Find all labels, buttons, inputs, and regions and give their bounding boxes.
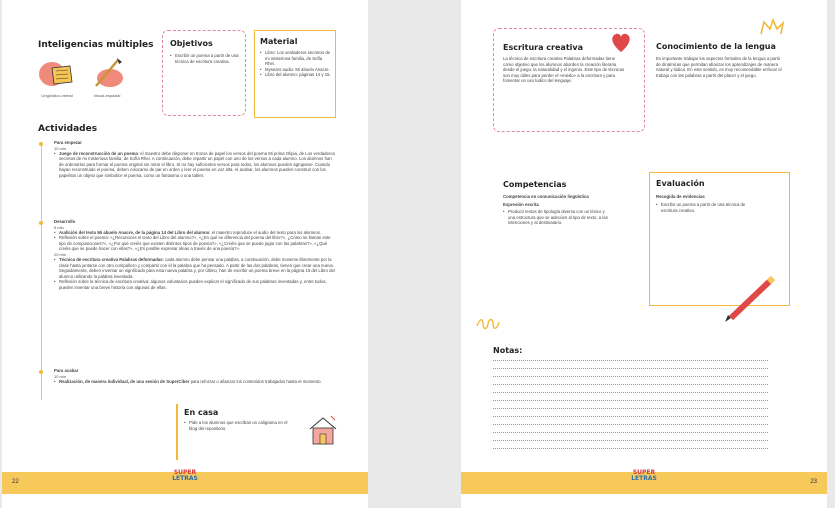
competencias-title: Competencias (503, 180, 567, 189)
competencias-subtitle: Competencia en comunicación lingüística (503, 194, 589, 199)
paintbrush-illustration (90, 56, 126, 90)
bullet-bold: Audición del texto Mi abuelo Anacre, de la página 14 del Libro del alumno (59, 229, 210, 235)
notas-title: Notas: (493, 346, 523, 355)
actividades-title: Actividades (38, 124, 98, 134)
en-casa-title: En casa (184, 408, 219, 417)
bullet-bold: Realización, de manera individual, de una sesión de SuperCiber (59, 378, 190, 384)
book-illustration (38, 58, 78, 90)
bullet-text: : el maestro debe disponer en trozos de papel los versos del poema Mi prima Olipia, de Los verdaderos secretos de mi misteriosa familia, de Sofía Rhei. A continuación, debe repartir un papel con uno de los versos a cada alumno. Los alumnos han de ordenarlos para formar el poema original sin mirar el libro. Si no hay suficientes versos para todos, los alumnos pueden agruparse. Cuando hayan reconstruido el poema, deben colocarse de par en orden y leer el poema en voz alta. Al acabar, los alumnos pueden construir con los papelitos un objeto que simbolice el poema, como un fantasma o una tablet. (59, 150, 335, 178)
para-empezar-time: 10 min (54, 145, 67, 151)
material-item: • Libro del alumno: páginas 14 y 15. (260, 72, 332, 78)
competencias-item: • Producir textos de tipología diversa con un léxico y una estructura que se adecúen al tipo de texto, a las intenciones y al destinatario. (503, 209, 608, 226)
objetivos-box (162, 30, 246, 116)
right-page (461, 0, 827, 508)
evaluacion-item: • Escribir un poema a partir de una técnica de escritura creativa. (656, 202, 756, 213)
desarrollo-bullet-4: • Reflexión sobre la técnica de escritura creativa: algunos voluntarios pueden explicar el significado de sus palabras inventadas y, entre todos, pueden inventar una breve historia con algunas de ellas. (54, 279, 336, 290)
para-acabar-section (54, 368, 336, 384)
para-acabar-heading: Para acabar (54, 368, 79, 373)
desarrollo-bullet-3 (54, 257, 336, 279)
para-empezar-bullet (54, 151, 336, 179)
crown-icon (759, 18, 785, 36)
escritura-title: Escritura creativa (503, 43, 583, 52)
desarrollo-bullet-2: • Reflexión sobre el poema: «¿Reconoces el texto del Libro del alumno?», «¿En qué se diferencia del poema del libro?», ¿Cómo se llaman este tipo de composiciones?», «¿Por qué creéis que existen distintos tipos de poesía?», «¿Creéis que se puede jugar con las palabras?», «¿Qué creéis que se puede hacer con ellas?», «¿Es posible expresar ideas a través de una poesía?». (54, 235, 336, 252)
notas-lines (493, 360, 768, 450)
competencias-list (503, 209, 608, 226)
evaluacion-subtitle: Recogida de evidencias (656, 194, 705, 199)
desarrollo-time-2: 20 min (54, 251, 67, 257)
escritura-text: La técnica de escritura creativa Palabras deformadas tiene como objetivo que los alumnos aborden la creación literaria desde el juego, la naturalidad y el ingenio. Este tipo de técnicas son muy útiles para perder el «miedo» a la escritura y para fomentar un uso lúdico del lenguaje. (503, 56, 625, 84)
timeline-line (41, 142, 42, 400)
material-item: • Mysears audio: Mi abuelo Anacre. (260, 67, 332, 73)
material-list (260, 50, 332, 78)
inteligencia-label-2: Visual-espacial (93, 93, 121, 98)
material-title: Material (260, 37, 298, 46)
inteligencias-title: Inteligencias múltiples (38, 40, 154, 50)
objetivos-list (170, 53, 242, 64)
timeline-dot-2 (39, 221, 43, 225)
superletras-logo: SUPER LETRAS (631, 469, 657, 482)
inteligencia-label-1: Lingüístico-verbal (41, 93, 73, 98)
left-page (2, 0, 368, 508)
squiggle-decoration (475, 316, 505, 330)
evaluacion-list (656, 202, 756, 213)
para-empezar-heading: Para empezar (54, 140, 82, 145)
heart-icon (609, 30, 633, 54)
objetivos-item: • Escribir un poema a partir de una técnica de escritura creativa. (170, 53, 242, 64)
conocimiento-text: Es importante trabajar los aspectos formales de la lengua a partir de dinámicas que permitan afianzar los aprendizajes de manera natural y lúdica. En este sentido, es muy recomendable enfocar el trabajo con las palabras a partir del placer y el juego. (656, 56, 782, 78)
conocimiento-title: Conocimiento de la lengua (656, 42, 776, 51)
material-box (254, 30, 336, 118)
en-casa-divider (176, 404, 178, 460)
timeline-dot-3 (39, 370, 43, 374)
right-footer (461, 469, 827, 494)
evaluacion-title: Evaluación (656, 179, 705, 188)
bullet-text: : el maestro reproduce el audio del texto para los alumnos. (209, 229, 322, 235)
timeline-dot-1 (39, 142, 43, 146)
left-footer (2, 469, 368, 494)
para-acabar-bullet (54, 379, 336, 385)
en-casa-item: • Pide a los alumnos que escriban un caligrama en el blog del repositorio. (184, 420, 294, 431)
page-number-left: 22 (12, 479, 19, 485)
desarrollo-section (54, 219, 336, 291)
para-acabar-time: 10 min (54, 373, 67, 379)
material-item: • Libro: Los verdaderos secretos de mi misteriosa familia, de Sofía Rhei. (260, 50, 332, 67)
desarrollo-heading: Desarrollo (54, 219, 76, 224)
bullet-bold: Juego de reconstrucción de un poema (59, 150, 138, 156)
bullet-text: : cada alumno debe pensar una palabra, a continuación, debe moverse libremente por la clase hasta juntarse con otro compañero y compartir con él la palabra que ha pensado. A partir de las dos palabras, tienen que crear una nueva. Seguidamente, deben inventar un significado para esta nueva palabra y, por último, han de escribir un poema breve en la página 15 del Libro del alumno utilizando la palabra inventada. (59, 256, 335, 279)
para-empezar-section (54, 140, 336, 179)
superletras-logo: SUPER LETRAS (172, 469, 198, 482)
bullet-text: para reforzar o afianzar los contenidos trabajados hasta el momento. (189, 378, 322, 384)
page-number-right: 23 (810, 479, 817, 485)
bullet-bold: Técnica de escritura creativa Palabras deformadas (59, 256, 163, 262)
en-casa-section (184, 408, 294, 431)
objetivos-title: Objetivos (170, 39, 213, 48)
desarrollo-time-1: 5 min (54, 224, 64, 230)
competencias-label: Expresión escrita (503, 202, 539, 207)
pencil-icon (723, 272, 779, 324)
house-illustration (308, 414, 338, 446)
